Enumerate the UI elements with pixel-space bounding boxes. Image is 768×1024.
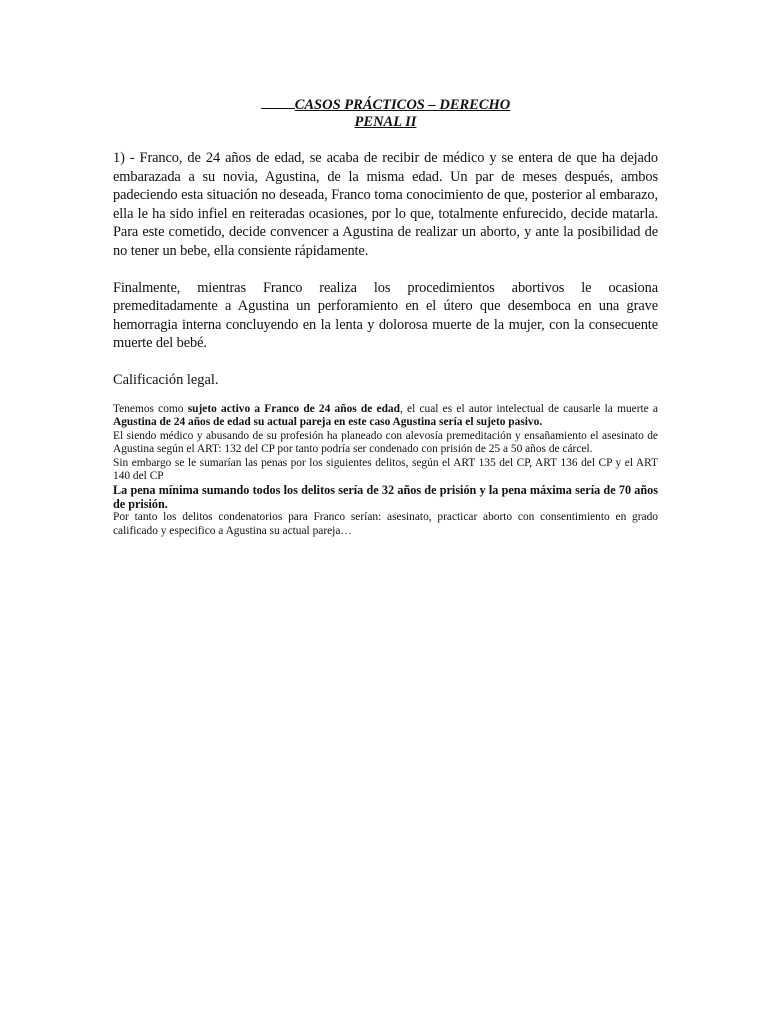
document-title	[113, 96, 658, 114]
calificacion-heading: Calificación legal.	[113, 371, 219, 388]
answer-line-3: Sin embargo se le sumarían las penas por los siguientes delitos, según el ART 135 del CP, ART 136 del CP y el ART 140 del CP	[113, 456, 658, 482]
answer-bold-active-subject: sujeto activo a Franco de 24 años de edad	[187, 402, 400, 415]
case-paragraph-1: 1) - Franco, de 24 años de edad, se acaba de recibir de médico y se entera de que ha dejado embarazada a su novia, Agustina, de la misma edad. Un par de meses después, ambos padeciendo esta situación no deseada, Franco toma conocimiento de que, posterior al embarazo, ella le ha sido infiel en reiteradas ocasiones, por lo que, totalmente enfurecido, decide matarla. Para este cometido, decide convencer a Agustina de realizar un aborto, y ante la posibilidad de no tener un bebe, ella consiente rápidamente.	[113, 150, 658, 259]
answer-line-1	[113, 403, 658, 430]
document-title-line-2	[113, 114, 658, 131]
document-page	[113, 96, 658, 538]
title-line-1: CASOS PRÁCTICOS – DERECHO	[294, 97, 511, 113]
case-paragraph-2: Finalmente, mientras Franco realiza los procedimientos abortivos le ocasiona premeditadamente a Agustina un perforamiento en el útero que desemboca en una grave hemorragia interna concluyendo en la lenta y dolorosa muerte de la mujer, con la consecuente muerte del bebé.	[113, 279, 658, 352]
answer-line-4: La pena mínima sumando todos los delitos sería de 32 años de prisión y la pena máxima sería de 70 años de prisión.	[113, 483, 658, 512]
answer-bold-passive-subject: Agustina de 24 años de edad su actual pareja en este caso Agustina sería el sujeto pasivo.	[113, 416, 543, 429]
title-line-2: PENAL II	[354, 114, 417, 130]
answer-line-2: El siendo médico y abusando de su profesión ha planeado con alevosía premeditación y ensañamiento el asesinato de Agustina según el ART: 132 del CP por tanto podría ser condenado con prisión de 25 a 50 años de cárcel.	[113, 429, 658, 456]
answer-text-c: , el cual es el autor intelectual de causarle la muerte a	[399, 402, 658, 415]
answer-text-a: Tenemos como	[113, 402, 188, 415]
answer-block	[113, 403, 658, 538]
answer-line-5: Por tanto los delitos condenatorios para Franco serían: asesinato, practicar aborto con consentimiento en grado calificado y especifico a Agustina su actual pareja…	[113, 511, 658, 537]
title-leading-underline	[261, 96, 295, 109]
